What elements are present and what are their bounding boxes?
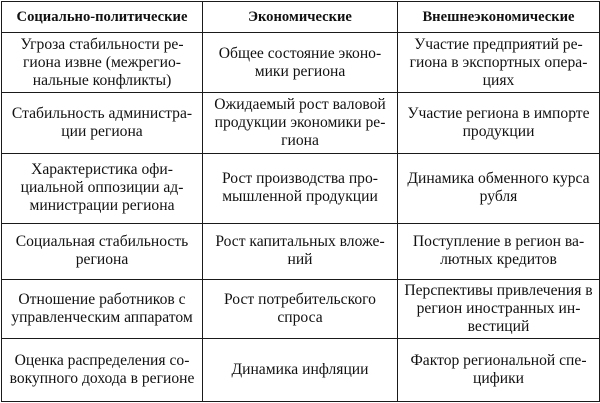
table-cell: Рост производства промышленной продукции — [203, 154, 398, 223]
table-cell: Динамика обменного курса рубля — [398, 154, 600, 223]
column-header-foreign-economic: Внешнеэкономические — [398, 2, 600, 33]
column-header-socio-political: Социально-политические — [2, 2, 203, 33]
table-cell: Ожидаемый рост валовой продукции экономики региона — [203, 93, 398, 154]
table-header-row — [2, 2, 600, 33]
table-row — [2, 338, 600, 401]
table-cell: Общее состояние экономики региона — [203, 33, 398, 93]
table-row — [2, 93, 600, 154]
table-cell: Участие региона в импорте продукции — [398, 93, 600, 154]
table-row — [2, 154, 600, 223]
table-cell: Динамика инфляции — [203, 338, 398, 401]
table-cell: Рост потребительского спроса — [203, 279, 398, 338]
table-row — [2, 33, 600, 93]
table-cell: Характеристика официальной оппозиции администрации региона — [2, 154, 203, 223]
table-cell: Отношение работников с управленческим аппаратом — [2, 279, 203, 338]
table-cell: Перспективы привлечения в регион иностранных инвестиций — [398, 279, 600, 338]
column-header-economic: Экономические — [203, 2, 398, 33]
table-cell: Участие предприятий региона в экспортных операциях — [398, 33, 600, 93]
table-row — [2, 223, 600, 279]
factors-table — [1, 1, 600, 402]
table-cell: Стабильность администрации региона — [2, 93, 203, 154]
table-cell: Рост капитальных вложений — [203, 223, 398, 279]
table-cell: Социальная стабильность региона — [2, 223, 203, 279]
table-cell: Фактор региональной специфики — [398, 338, 600, 401]
table-row — [2, 279, 600, 338]
table-cell: Угроза стабильности региона извне (межрегиональные конфликты) — [2, 33, 203, 93]
table-cell: Оценка распределения совокупного дохода в регионе — [2, 338, 203, 401]
table-cell: Поступление в регион валютных кредитов — [398, 223, 600, 279]
